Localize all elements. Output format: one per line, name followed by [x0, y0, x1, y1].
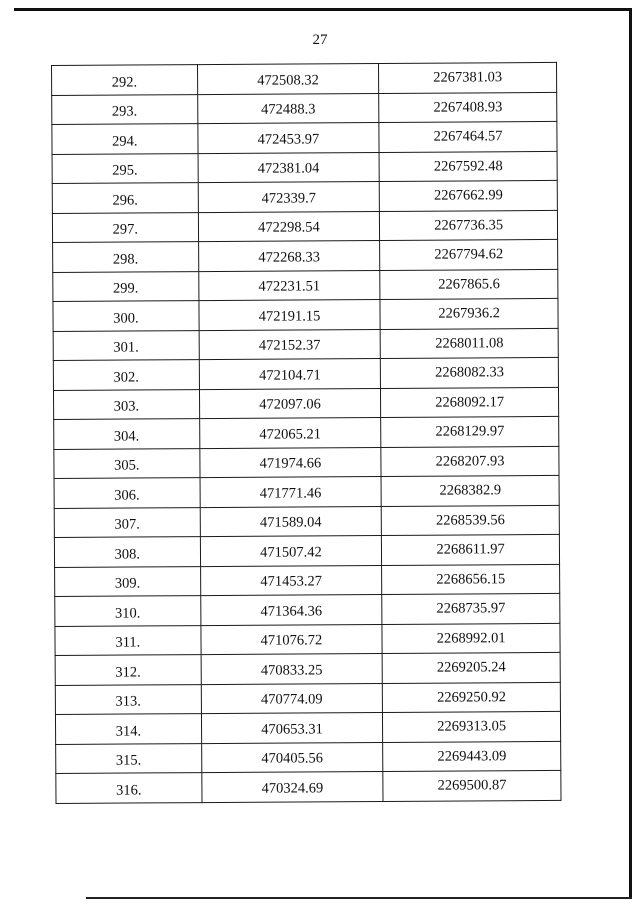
- y-coordinate-cell: 2268656.15: [382, 564, 560, 595]
- point-number-cell: 306.: [54, 478, 200, 508]
- x-coordinate-cell: 472381.04: [198, 152, 380, 183]
- table-row: [55, 711, 560, 744]
- point-number-cell: 294.: [52, 124, 198, 154]
- x-coordinate-cell: 472453.97: [198, 122, 380, 153]
- table-row: [52, 121, 557, 154]
- x-coordinate-cell: 471453.27: [200, 565, 382, 596]
- y-coordinate-cell: 2268082.33: [381, 357, 559, 388]
- y-coordinate-cell: 2267794.62: [380, 239, 558, 270]
- table-row: [54, 446, 559, 479]
- point-number-cell: 308.: [54, 537, 200, 567]
- table-row: [54, 505, 559, 538]
- x-coordinate-cell: 472508.32: [197, 63, 379, 94]
- table-row: [53, 357, 558, 390]
- point-number-cell: 310.: [55, 596, 201, 626]
- point-number-cell: 298.: [53, 242, 199, 272]
- x-coordinate-cell: 472268.33: [198, 240, 380, 271]
- table-row: [55, 593, 560, 626]
- y-coordinate-cell: 2268539.56: [381, 505, 559, 536]
- table-row: [56, 741, 561, 774]
- y-coordinate-cell: 2267592.48: [379, 151, 557, 182]
- table-row: [54, 534, 559, 567]
- x-coordinate-cell: 471589.04: [200, 506, 382, 537]
- table-row: [53, 387, 558, 420]
- point-number-cell: 292.: [52, 65, 198, 95]
- x-coordinate-cell: 472097.06: [199, 388, 381, 419]
- y-coordinate-cell: 2267736.35: [380, 210, 558, 241]
- table-row: [54, 475, 559, 508]
- x-coordinate-cell: 471974.66: [199, 447, 381, 478]
- x-coordinate-cell: 471507.42: [200, 535, 382, 566]
- x-coordinate-cell: 470405.56: [201, 742, 383, 773]
- point-number-cell: 311.: [55, 625, 201, 655]
- x-coordinate-cell: 470324.69: [201, 771, 383, 802]
- table-row: [52, 151, 557, 184]
- y-coordinate-cell: 2269250.92: [383, 682, 561, 713]
- page-number: 27: [312, 32, 328, 48]
- table-row: [53, 269, 558, 302]
- table-row: [53, 239, 558, 272]
- point-number-cell: 312.: [55, 655, 201, 685]
- table-row: [52, 62, 557, 95]
- table-row: [56, 770, 561, 803]
- y-coordinate-cell: 2269443.09: [383, 741, 561, 772]
- point-number-cell: 299.: [53, 271, 199, 301]
- x-coordinate-cell: 470833.25: [201, 653, 383, 684]
- table-row: [53, 298, 558, 331]
- x-coordinate-cell: 472339.7: [198, 181, 380, 212]
- point-number-cell: 302.: [53, 360, 199, 390]
- coordinates-table: [51, 62, 562, 804]
- y-coordinate-cell: 2267408.93: [379, 92, 557, 123]
- x-coordinate-cell: 472298.54: [198, 211, 380, 242]
- point-number-cell: 303.: [53, 389, 199, 419]
- table-row: [54, 416, 559, 449]
- x-coordinate-cell: 472231.51: [198, 270, 380, 301]
- y-coordinate-cell: 2268735.97: [382, 593, 560, 624]
- x-coordinate-cell: 472104.71: [199, 358, 381, 389]
- y-coordinate-cell: 2267381.03: [379, 62, 557, 93]
- scan-edge-top: [14, 8, 632, 11]
- scan-edge-right: [629, 8, 632, 899]
- table-row: [55, 623, 560, 656]
- scan-edge-bottom: [86, 897, 632, 899]
- y-coordinate-cell: 2267464.57: [379, 121, 557, 152]
- x-coordinate-cell: 472488.3: [197, 93, 379, 124]
- table-row: [52, 92, 557, 125]
- point-number-cell: 316.: [56, 773, 202, 803]
- table-row: [55, 682, 560, 715]
- point-number-cell: 293.: [52, 94, 198, 124]
- y-coordinate-cell: 2268611.97: [382, 534, 560, 565]
- point-number-cell: 309.: [55, 566, 201, 596]
- x-coordinate-cell: 471771.46: [200, 476, 382, 507]
- point-number-cell: 295.: [52, 153, 198, 183]
- table-row: [52, 180, 557, 213]
- x-coordinate-cell: 472152.37: [199, 329, 381, 360]
- x-coordinate-cell: 470774.09: [201, 683, 383, 714]
- y-coordinate-cell: 2267865.6: [380, 269, 558, 300]
- point-number-cell: 297.: [52, 212, 198, 242]
- point-number-cell: 307.: [54, 507, 200, 537]
- y-coordinate-cell: 2269205.24: [382, 652, 560, 683]
- point-number-cell: 313.: [55, 684, 201, 714]
- x-coordinate-cell: 471364.36: [200, 594, 382, 625]
- y-coordinate-cell: 2268382.9: [381, 475, 559, 506]
- x-coordinate-cell: 470653.31: [201, 712, 383, 743]
- point-number-cell: 314.: [55, 714, 201, 744]
- point-number-cell: 305.: [54, 448, 200, 478]
- y-coordinate-cell: 2267936.2: [380, 298, 558, 329]
- table-row: [53, 328, 558, 361]
- y-coordinate-cell: 2268011.08: [380, 328, 558, 359]
- y-coordinate-cell: 2269313.05: [383, 711, 561, 742]
- x-coordinate-cell: 472191.15: [199, 299, 381, 330]
- y-coordinate-cell: 2268207.93: [381, 446, 559, 477]
- table-row: [52, 210, 557, 243]
- y-coordinate-cell: 2269500.87: [383, 770, 561, 801]
- point-number-cell: 315.: [56, 743, 202, 773]
- table-row: [55, 652, 560, 685]
- x-coordinate-cell: 471076.72: [201, 624, 383, 655]
- x-coordinate-cell: 472065.21: [199, 417, 381, 448]
- point-number-cell: 304.: [54, 419, 200, 449]
- point-number-cell: 296.: [52, 183, 198, 213]
- point-number-cell: 301.: [53, 330, 199, 360]
- table-row: [55, 564, 560, 597]
- coordinates-table-body: [52, 62, 561, 803]
- y-coordinate-cell: 2268992.01: [382, 623, 560, 654]
- point-number-cell: 300.: [53, 301, 199, 331]
- y-coordinate-cell: 2268129.97: [381, 416, 559, 447]
- y-coordinate-cell: 2268092.17: [381, 387, 559, 418]
- y-coordinate-cell: 2267662.99: [379, 180, 557, 211]
